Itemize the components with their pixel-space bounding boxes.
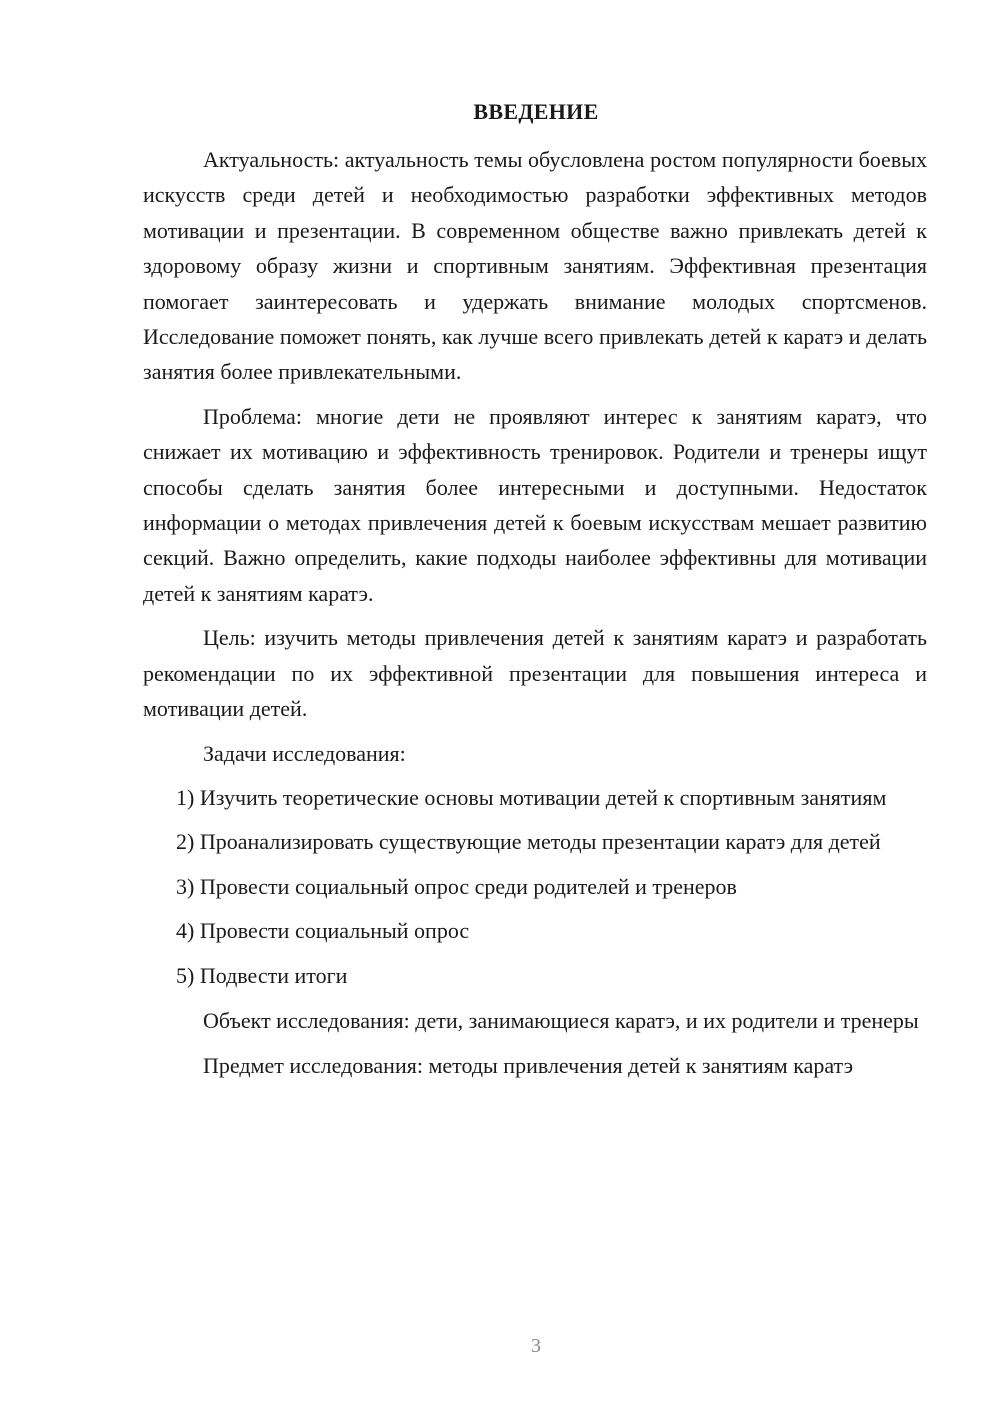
task-item: 4) Провести социальный опрос (176, 918, 470, 944)
page-title: ВВЕДЕНИЕ (473, 99, 599, 124)
task-item: 5) Подвести итоги (176, 962, 348, 988)
paragraph-subject: Предмет исследования: методы привлечения детей к занятиям каратэ (203, 1053, 854, 1079)
paragraph-problem: Проблема: многие дети не проявляют интерес к занятиям каратэ, что снижает их мотивацию и эффективность тренировок. Родители и тренеры ищут способы сделать занятия более интересными и доступными. Недостаток информации о методах привлечения детей к боевым искусствам мешает развитию секций. Важно определить, какие подходы наиболее эффективны для мотивации детей к занятиям каратэ. (143, 403, 927, 606)
paragraph-object: Объект исследования: дети, занимающиеся каратэ, и их родители и тренеры (203, 1007, 919, 1033)
paragraph-goal: Цель: изучить методы привлечения детей к занятиям каратэ и разработать рекомендации по их эффективной презентации для повышения интереса и мотивации детей. (143, 625, 927, 722)
task-item: 1) Изучить теоретические основы мотивации детей к спортивным занятиям (176, 784, 887, 810)
paragraph-relevance: Актуальность: актуальность темы обусловлена ростом популярности боевых искусств среди детей и необходимостью разработки эффективных методов мотивации и презентации. В современном обществе важно привлекать детей к здоровому образу жизни и спортивным занятиям. Эффективная презентация помогает заинтересовать и удержать внимание молодых спортсменов. Исследование поможет понять, как лучше всего привлекать детей к каратэ и делать занятия более привлекательными. (143, 147, 927, 385)
task-item: 2) Проанализировать существующие методы презентации каратэ для детей (176, 829, 881, 855)
document-body (143, 142, 927, 1084)
page-number: 3 (531, 1335, 541, 1357)
task-item: 3) Провести социальный опрос среди родителей и тренеров (176, 873, 737, 899)
paragraph-tasks-heading: Задачи исследования: (203, 740, 406, 766)
